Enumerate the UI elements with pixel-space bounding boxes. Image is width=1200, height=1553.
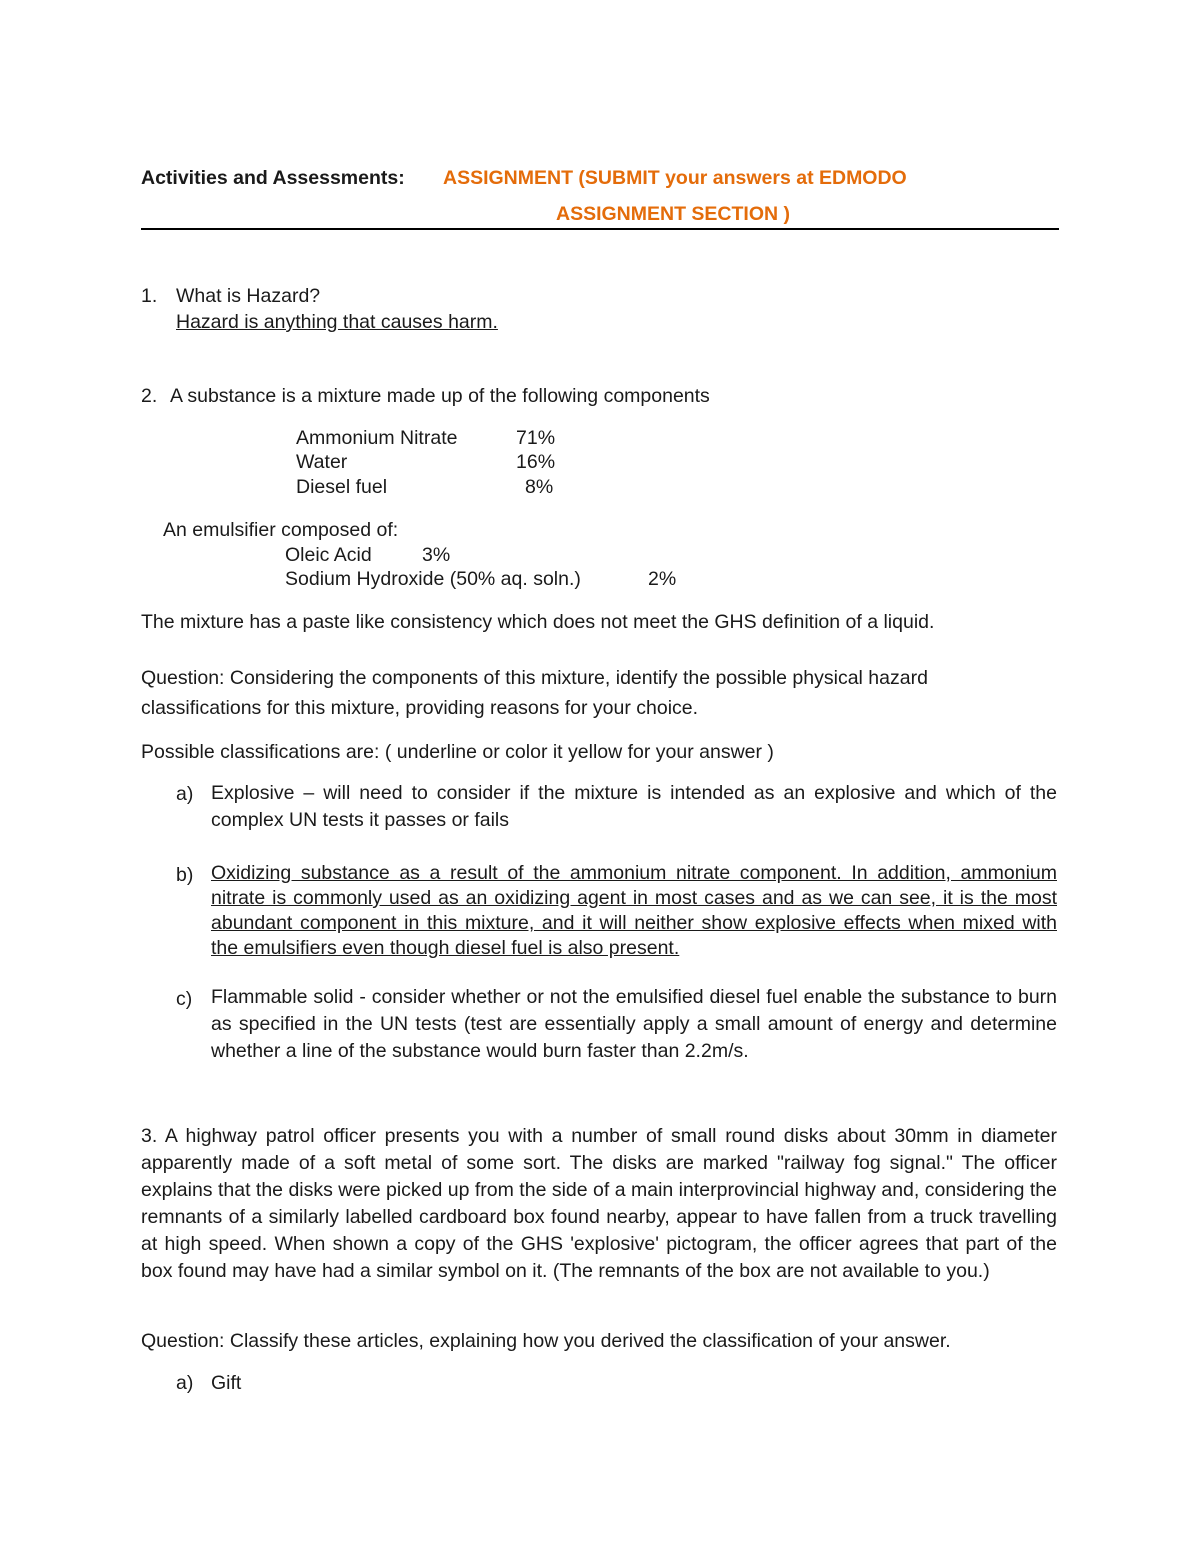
emulsifier-name: Sodium Hydroxide (50% aq. soln.) xyxy=(285,568,581,590)
component-name: Ammonium Nitrate xyxy=(296,427,458,449)
component-name: Diesel fuel xyxy=(296,476,388,498)
q3-option-a-text: Gift xyxy=(211,1372,242,1394)
q1-answer: Hazard is anything that causes harm. xyxy=(176,311,498,333)
emulsifier-name: Oleic Acid xyxy=(285,544,372,566)
component-pct: 16% xyxy=(516,451,556,473)
q2-number: 2. xyxy=(141,385,158,407)
q1-number: 1. xyxy=(141,285,158,307)
q1-question: What is Hazard? xyxy=(176,285,321,307)
emulsifier-pct: 2% xyxy=(648,568,677,590)
option-c-text: Flammable solid - consider whether or not the emulsified diesel fuel enable the substance to burn as specified in the UN tests (test are essentially apply a small amount of energy and determine whether a line of the substance would burn faster than 2.2m/s. xyxy=(211,986,1057,1062)
option-a-text: Explosive – will need to consider if the mixture is intended as an explosive and which of the complex UN tests it passes or fails xyxy=(211,782,1057,831)
option-letter: c) xyxy=(176,988,193,1010)
option-letter: b) xyxy=(176,864,194,886)
option-letter: a) xyxy=(176,783,194,805)
q2-question-line1: Question: Considering the components of this mixture, identify the possible physical hazard xyxy=(141,667,928,689)
option-letter: a) xyxy=(176,1372,194,1394)
assignment-title-line2: ASSIGNMENT SECTION ) xyxy=(556,203,791,225)
emulsifier-intro: An emulsifier composed of: xyxy=(163,519,399,541)
q3-question: Question: Classify these articles, explaining how you derived the classification of your answer. xyxy=(141,1330,951,1352)
q2-question-line2: classifications for this mixture, providing reasons for your choice. xyxy=(141,697,699,719)
component-pct: 71% xyxy=(516,427,556,449)
possible-classifications: Possible classifications are: ( underline or color it yellow for your answer ) xyxy=(141,741,774,763)
component-pct: 8% xyxy=(525,476,554,498)
section-label: Activities and Assessments: xyxy=(141,167,405,189)
q2-intro: A substance is a mixture made up of the following components xyxy=(170,385,710,407)
header-rule xyxy=(141,228,1059,230)
q3-text: 3. A highway patrol officer presents you with a number of small round disks about 30mm in diameter apparently made of a soft metal of some sort. The disks are marked "railway fog signal." The officer explains that the disks were picked up from the side of a main interprovincial highway and, considering the remnants of a similarly labelled cardboard box found nearby, appear to have fallen from a truck travelling at high speed. When shown a copy of the GHS 'explosive' pictogram, the officer agrees that part of the box found may have had a similar symbol on it. (The remnants of the box are not available to you.) xyxy=(141,1125,1057,1282)
option-b-answer: Oxidizing substance as a result of the ammonium nitrate component. In addition, ammonium nitrate is commonly used as an oxidizing agent in most cases and as we can see, it is the most abundant component in this mixture, and it will neither show explosive effects when mixed with the emulsifiers even though diesel fuel is also present. xyxy=(211,862,1057,959)
component-name: Water xyxy=(296,451,348,473)
assignment-title-line1: ASSIGNMENT (SUBMIT your answers at EDMODO xyxy=(443,167,907,189)
emulsifier-pct: 3% xyxy=(422,544,451,566)
mixture-note: The mixture has a paste like consistency which does not meet the GHS definition of a liquid. xyxy=(141,611,935,633)
